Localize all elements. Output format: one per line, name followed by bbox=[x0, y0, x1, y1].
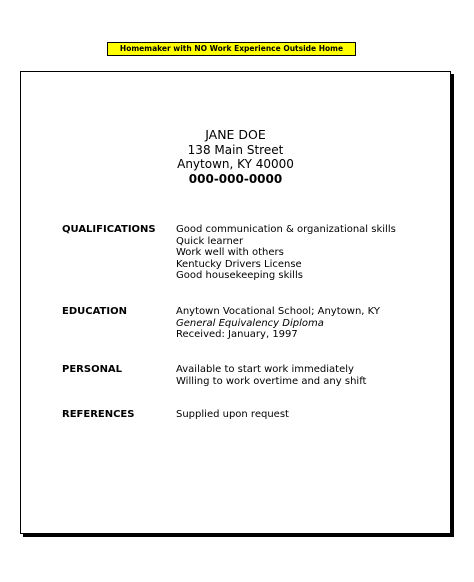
section-label-qualifications: QUALIFICATIONS bbox=[62, 224, 156, 235]
list-item: Good housekeeping skills bbox=[176, 270, 303, 281]
list-item: Quick learner bbox=[176, 235, 244, 247]
diploma-name: General Equivalency Diploma bbox=[176, 317, 324, 329]
phone-number: 000-000-0000 bbox=[188, 171, 283, 186]
list-item: Work well with others bbox=[176, 247, 284, 258]
section-label-education: EDUCATION bbox=[62, 306, 127, 317]
list-item: Available to start work immediately bbox=[176, 364, 354, 375]
resume-header bbox=[21, 128, 450, 186]
list-item: Willing to work overtime and any shift bbox=[176, 375, 367, 387]
resume-page bbox=[20, 71, 451, 534]
street-address: 138 Main Street bbox=[187, 142, 284, 157]
list-item: Good communication & organizational skills bbox=[176, 224, 396, 235]
personal-list bbox=[176, 364, 366, 387]
list-item: Supplied upon request bbox=[176, 409, 289, 420]
references-text bbox=[176, 409, 289, 421]
section-label-personal: PERSONAL bbox=[62, 364, 123, 375]
qualifications-list bbox=[176, 224, 396, 282]
education-details bbox=[176, 306, 380, 341]
city-state-zip: Anytown, KY 40000 bbox=[177, 157, 294, 171]
school-name: Anytown Vocational School; Anytown, KY bbox=[176, 306, 380, 317]
list-item: Kentucky Drivers License bbox=[176, 258, 302, 270]
section-label-references: REFERENCES bbox=[62, 409, 135, 420]
title-banner: Homemaker with NO Work Experience Outside Home bbox=[107, 42, 356, 56]
applicant-name: JANE DOE bbox=[205, 127, 266, 142]
received-date: Received: January, 1997 bbox=[176, 329, 298, 340]
